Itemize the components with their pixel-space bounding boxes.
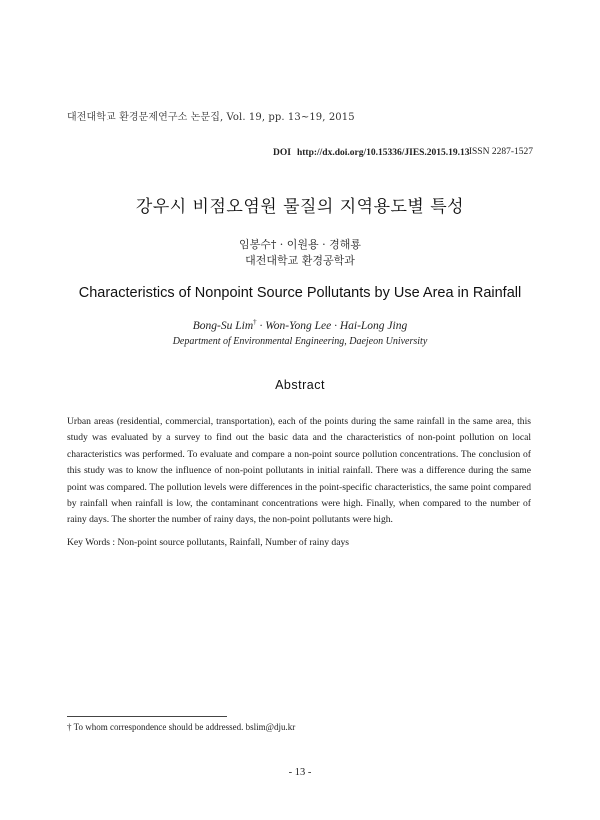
footnote-divider [67,716,227,717]
author-2: Won-Yong Lee [265,319,332,332]
doi-label: DOI [273,148,291,158]
english-title: Characteristics of Nonpoint Source Pollutants by Use Area in Rainfall [78,285,522,301]
author-separator: · [331,319,340,332]
journal-citation: 대전대학교 환경문제연구소 논문집, Vol. 19, pp. 13~19, 2015 [67,112,355,123]
doi-block [273,147,470,158]
doi-link[interactable]: http://dx.doi.org/10.15336/JIES.2015.19.13 [296,148,470,158]
english-affiliation: Department of Environmental Engineering, Daejeon University [172,336,428,347]
keywords: Key Words : Non-point source pollutants, Rainfall, Number of rainy days [67,537,350,548]
corresponding-mark: † [253,318,257,326]
page-number: - 13 - [288,767,312,778]
korean-affiliation: 대전대학교 환경공학과 [245,254,355,267]
korean-title: 강우시 비점오염원 물질의 지역용도별 특성 [135,197,465,217]
author-separator: · [256,319,266,332]
issn: ISSN 2287-1527 [468,147,533,157]
footnote: † To whom correspondence should be addressed. bslim@dju.kr [67,722,296,732]
korean-authors: 임봉수† · 이원용 · 경해룡 [238,238,362,251]
abstract-body: Urban areas (residential, commercial, transportation), each of the points during the same rainfall in the same area, this study was evaluated by a survey to find out the basic data and the characteristics of non-point pollution on local characteristics was performed. To evaluate and compare a non-point source pollution concentrations. The conclusion of this study was to know the influence of non-point pollutants in initial rainfall. There was a difference during the same point was compared. The pollution levels were differences in the point-specific characteristics, the same point compared by rainfall when rainfall is low, the contaminant concentrations were high. Finally, when compared to the number of rainy days. The shorter the number of rainy days, the non-point pollutants were high. [67,416,531,526]
abstract-heading: Abstract [275,378,325,392]
english-authors [0,318,600,332]
author-1: Bong-Su Lim [192,319,254,332]
author-3: Hai-Long Jing [339,319,408,332]
